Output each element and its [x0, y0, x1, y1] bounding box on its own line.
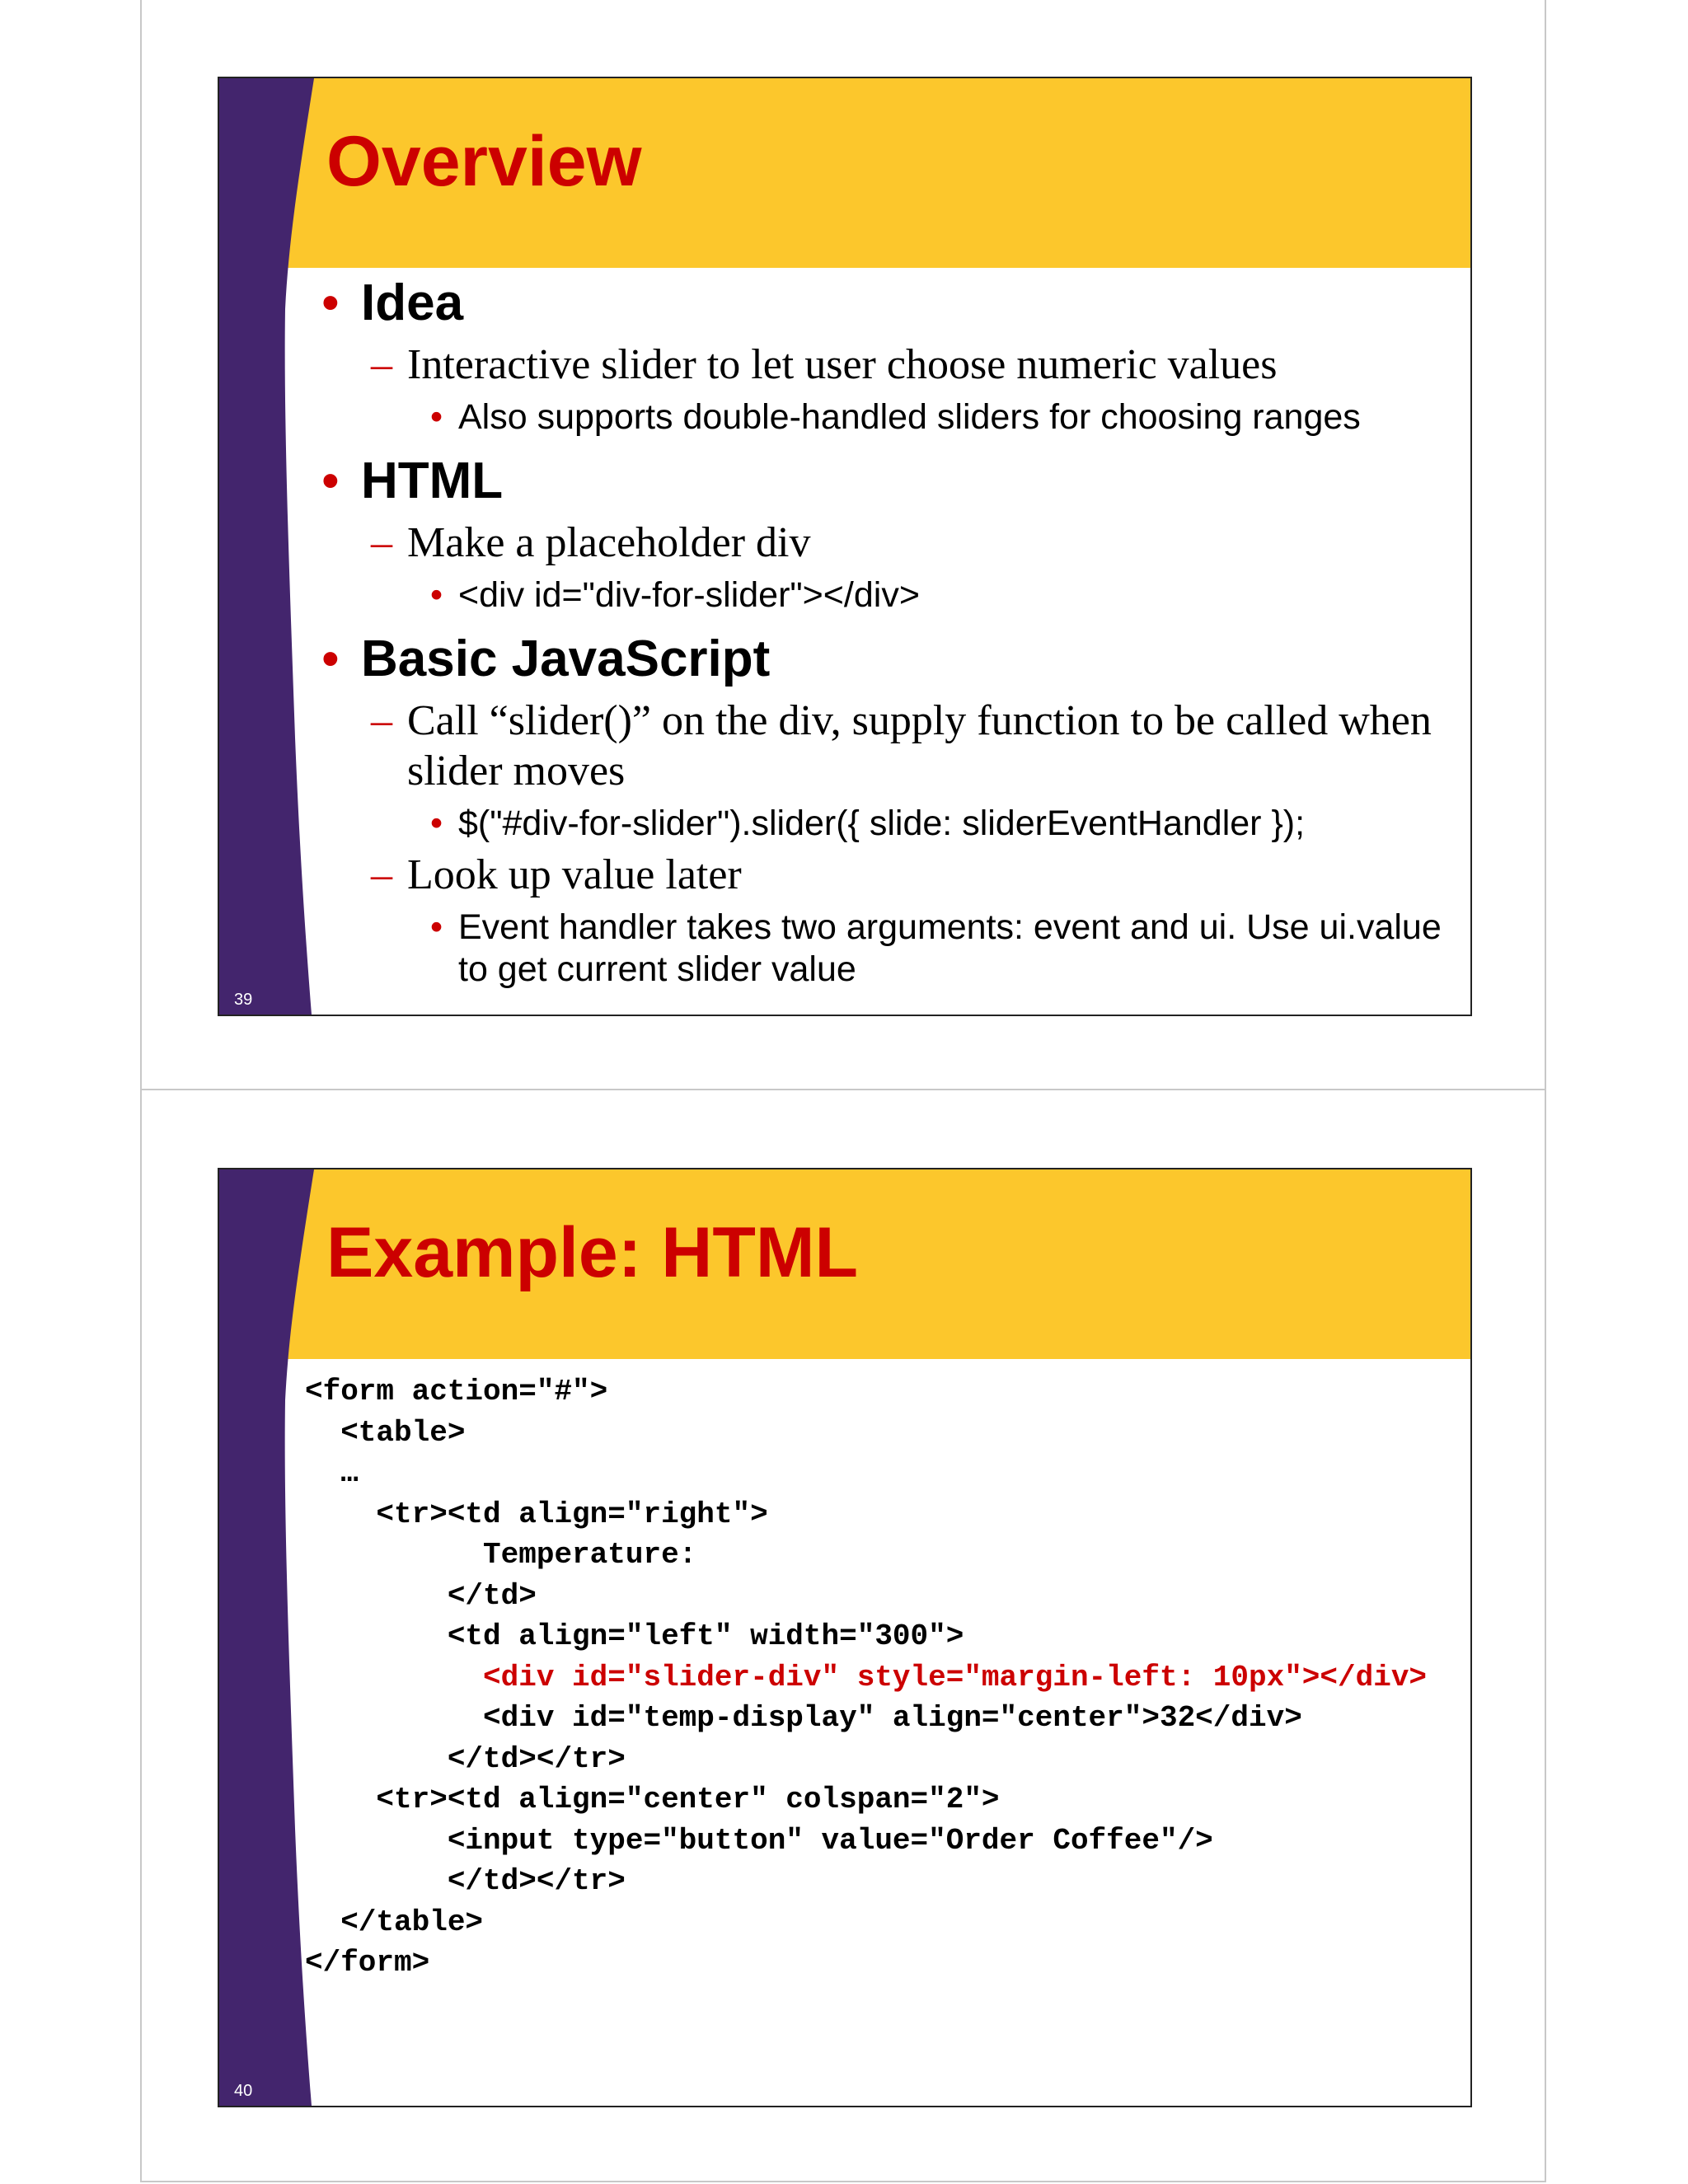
bullet-text: Basic JavaScript	[361, 630, 771, 687]
code-line: Temperature:	[305, 1538, 697, 1572]
code-line: </td>	[305, 1578, 537, 1613]
bullet-text: Look up value later	[407, 851, 742, 898]
page-separator	[142, 1089, 1545, 1090]
code-line: </table>	[305, 1905, 484, 1939]
code-line: <input type="button" value="Order Coffee"/>	[305, 1823, 1213, 1858]
bullet-mark: •	[430, 907, 443, 947]
detail-bullet	[310, 803, 1464, 845]
code-line: <td align="left" width="300">	[305, 1619, 964, 1653]
bullet-mark: •	[430, 575, 443, 615]
section-heading	[310, 628, 1464, 691]
code-line: </td></tr>	[305, 1864, 626, 1898]
detail-bullet	[310, 396, 1464, 438]
code-line: </td></tr>	[305, 1741, 626, 1776]
detail-bullet	[310, 907, 1464, 991]
bullet-mark: •	[321, 452, 340, 509]
section-heading	[310, 450, 1464, 513]
bullet-mark: –	[371, 697, 392, 744]
bullet-mark: –	[371, 341, 392, 388]
code-line: </form>	[305, 1946, 430, 1980]
code-line: <form action="#">	[305, 1375, 608, 1408]
slide-overview	[218, 77, 1472, 1016]
slide-example-html	[218, 1168, 1472, 2107]
bullet-text: Make a placeholder div	[407, 519, 811, 566]
section-heading	[310, 272, 1464, 335]
code-block	[305, 1371, 1459, 1984]
bullet-text: Call “slider()” on the div, supply function to be called when slider moves	[407, 697, 1432, 794]
bullet-text: Also supports double-handled sliders for choosing ranges	[458, 397, 1361, 437]
code-line: <tr><td align="center" colspan="2">	[305, 1783, 1000, 1816]
bullet-mark: •	[430, 804, 443, 843]
bullet-list	[310, 272, 1464, 991]
bullet-text: Interactive slider to let user choose numeric values	[407, 341, 1278, 388]
code-line: <div id="temp-display" align="center">32</div>	[305, 1701, 1302, 1735]
slide-title: Overview	[326, 122, 642, 201]
code-line: <tr><td align="right">	[305, 1497, 768, 1531]
bullet-mark: –	[371, 851, 392, 898]
bullet-text: $("#div-for-slider").slider({ slide: sliderEventHandler });	[458, 804, 1306, 843]
sub-bullet	[310, 340, 1464, 390]
slide-title: Example: HTML	[326, 1213, 859, 1292]
bullet-text: Idea	[361, 274, 464, 331]
detail-bullet	[310, 574, 1464, 616]
bullet-mark: •	[321, 274, 340, 331]
code-line: <table>	[305, 1415, 466, 1450]
slide-number: 40	[234, 2082, 253, 2100]
bullet-mark: •	[430, 397, 443, 437]
bullet-text: Event handler takes two arguments: event and ui. Use ui.value to get current slider value	[458, 907, 1442, 989]
sub-bullet	[310, 850, 1464, 900]
code-line: <div id="slider-div" style="margin-left: 10px"></div>	[305, 1660, 1428, 1694]
bullet-text: <div id="div-for-slider"></div>	[458, 575, 920, 615]
slide-number: 39	[234, 991, 253, 1009]
sub-bullet	[310, 696, 1464, 796]
code-line: …	[305, 1456, 359, 1490]
sub-bullet	[310, 518, 1464, 568]
bullet-mark: •	[321, 630, 340, 687]
bullet-text: HTML	[361, 452, 504, 509]
bullet-mark: –	[371, 519, 392, 566]
